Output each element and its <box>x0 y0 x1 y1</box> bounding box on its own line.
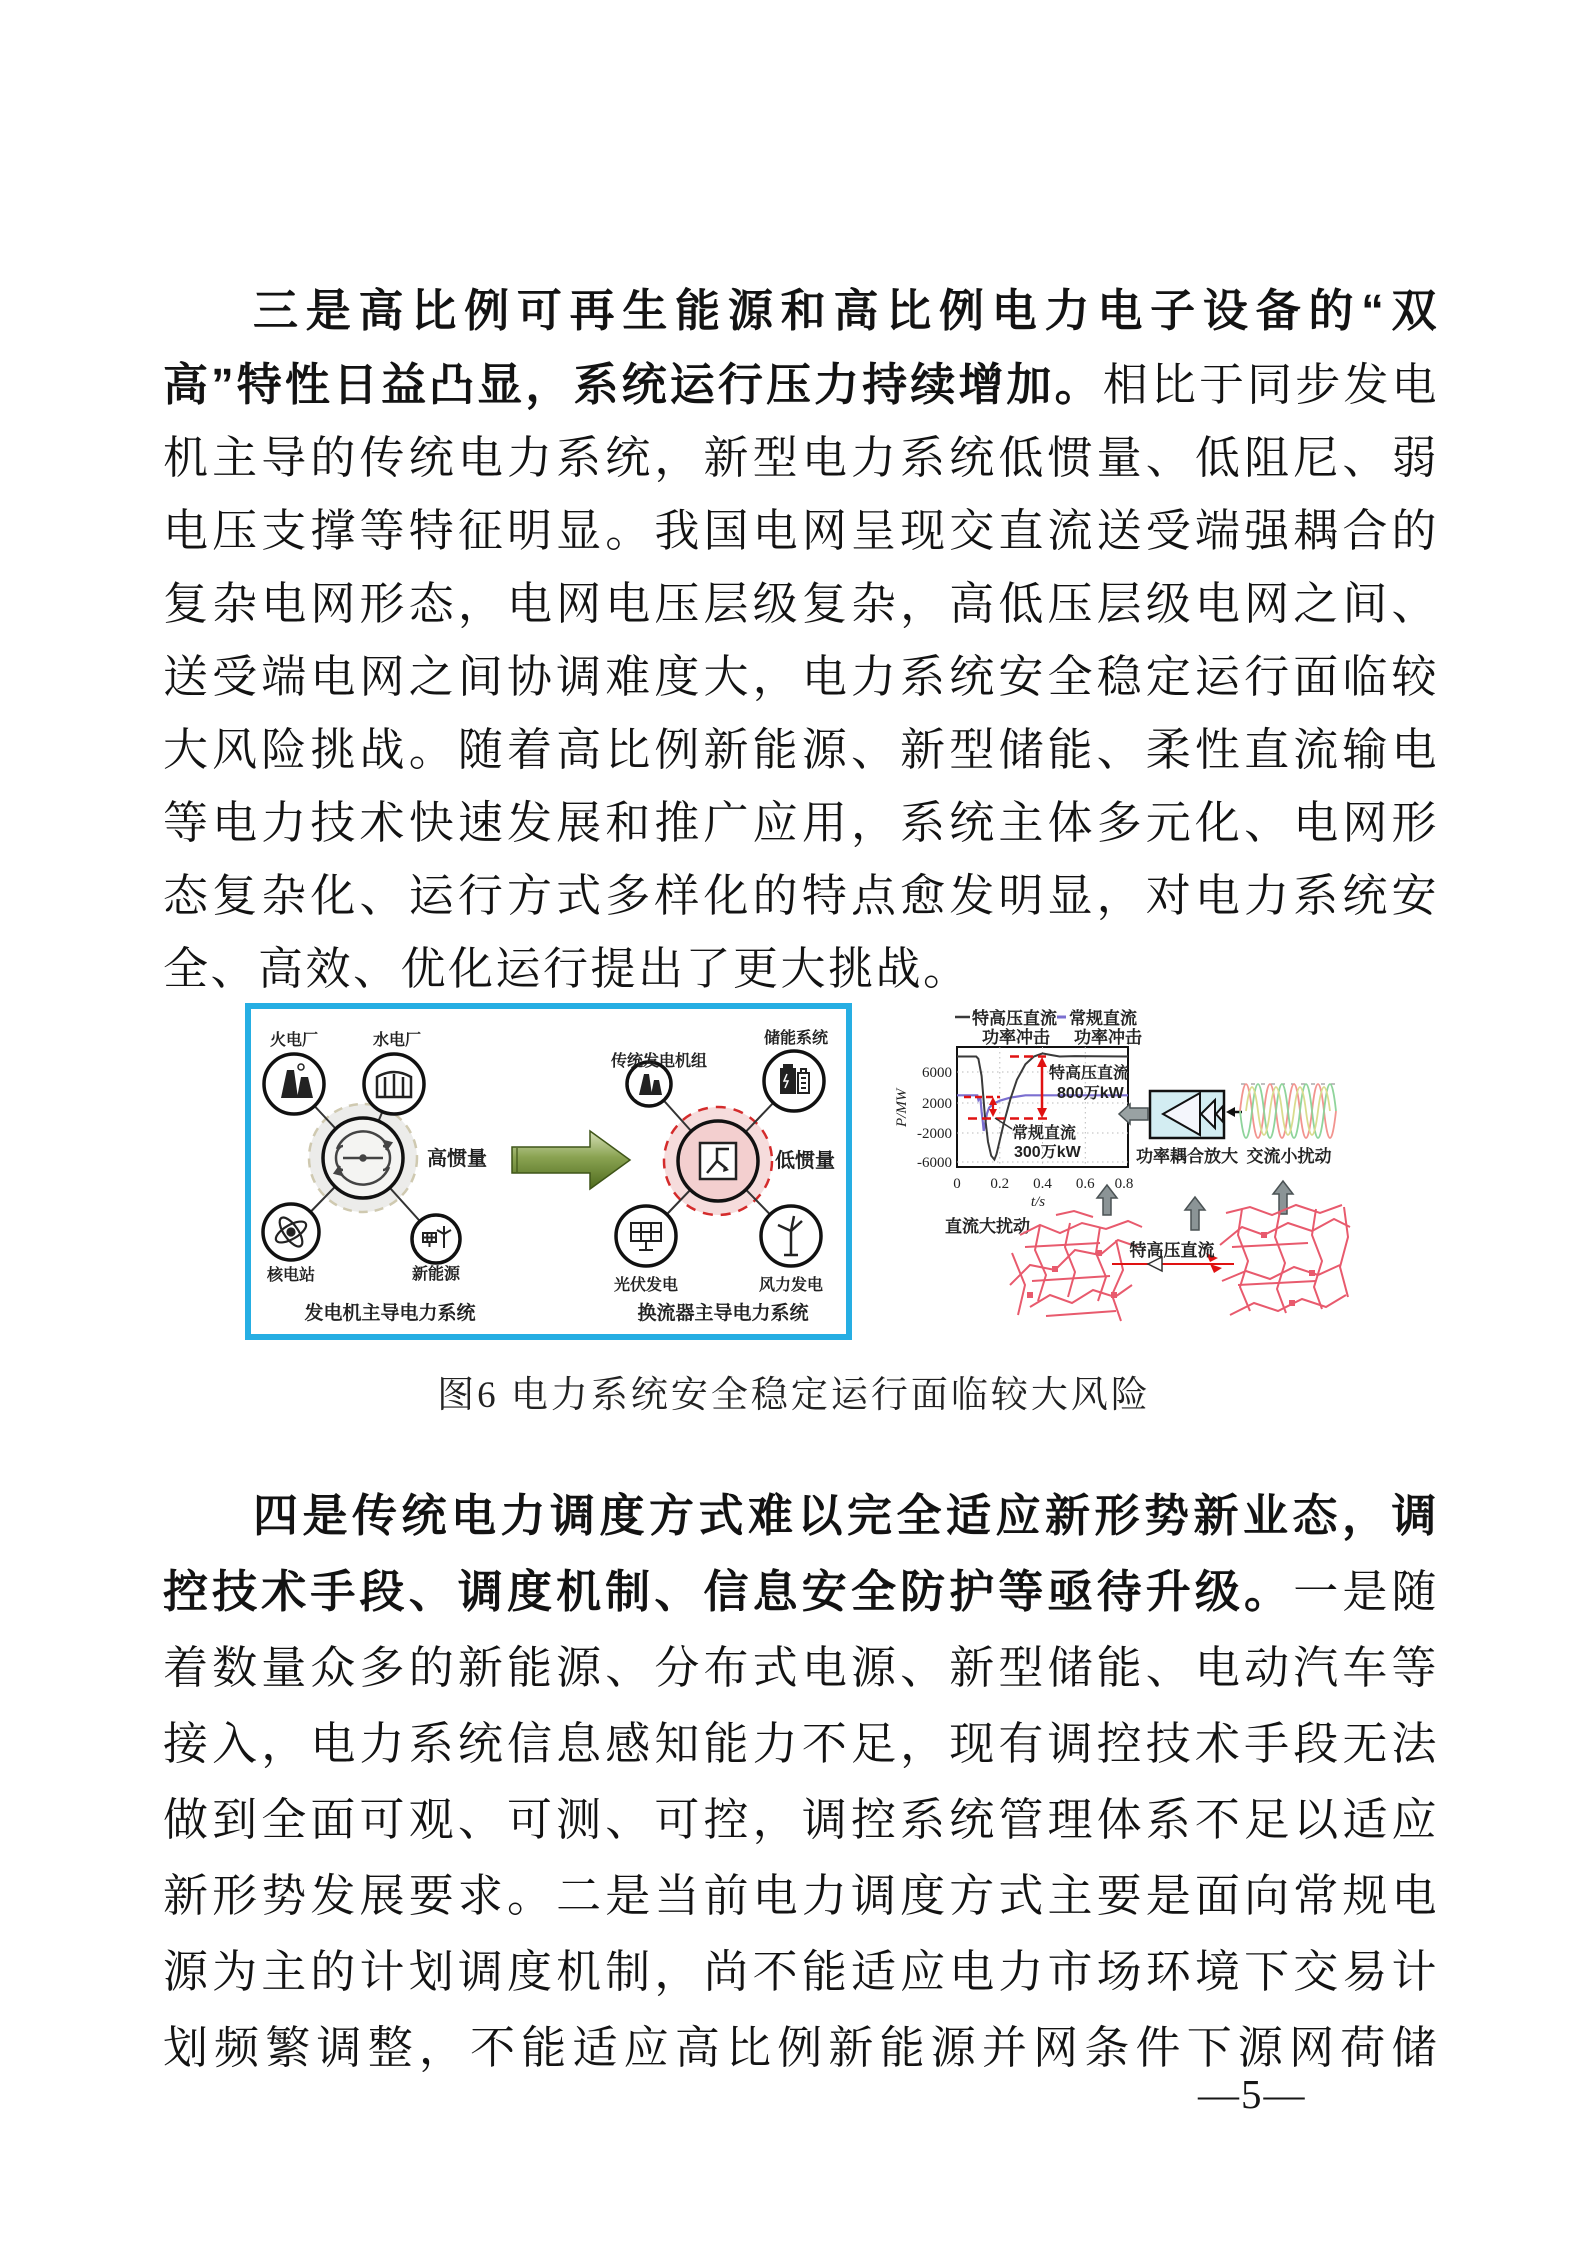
hydro-label: 水电厂 <box>372 1032 422 1049</box>
thermal-label: 火电厂 <box>269 1032 319 1049</box>
figure-caption: 图6 电力系统安全稳定运行面临较大风险 <box>437 1375 1151 1416</box>
dc-disturbance-label: 直流大扰动 <box>945 1217 1030 1236</box>
power-impact-chart <box>894 1047 1133 1210</box>
paragraph-1 <box>163 274 1439 1006</box>
renewable-label: 新能源 <box>411 1266 461 1283</box>
traditional-generator-label: 传统发电机组 <box>610 1053 708 1070</box>
low-inertia-label: 低惯量 <box>775 1150 835 1172</box>
paragraph-2 <box>163 1478 1439 2086</box>
svg-text:0.4: 0.4 <box>1033 1176 1052 1192</box>
svg-text:-2000: -2000 <box>917 1126 952 1142</box>
svg-text:0: 0 <box>953 1176 961 1192</box>
y-axis-label: P/MW <box>894 1088 910 1127</box>
figure6-right-panel <box>860 985 1360 1345</box>
svg-text:2000: 2000 <box>922 1096 952 1112</box>
uhv-annotation-1: 特高压直流 <box>1049 1065 1130 1082</box>
paragraph-2-body: 一是随着数量众多的新能源、分布式电源、新型储能、电动汽车等接入，电力系统信息感知能力不足，现有调控技术手段无法做到全面可观、可测、可控，调控系统管理体系不足以适应新形势发展要求。二是当前电力调度方式主要是面向常规电源为主的计划调度机制，尚不能适应电力市场环境下交易计划频繁调整，不能适应高比例新能源并网条件下源网荷储 <box>163 1567 1439 2073</box>
svg-text:0.8: 0.8 <box>1114 1176 1134 1192</box>
paragraph-2-lead: 四是传统电力调度方式难以完全适应新形势新业态，调控技术手段、调度机制、信息安全防护等亟待升级。 <box>163 1490 1439 1617</box>
paragraph-1-lead: 三是高比例可再生能源和高比例电力电子设备的“双高”特性日益凸显，系统运行压力持续增加。 <box>163 285 1439 410</box>
legend-uhv: 特高压直流 <box>972 1009 1057 1028</box>
svg-text:0.6: 0.6 <box>1075 1176 1095 1192</box>
wind-label: 风力发电 <box>758 1277 824 1294</box>
conv-annotation-2: 300万kW <box>1014 1144 1081 1161</box>
transmission-map-right <box>1220 1205 1350 1315</box>
uhv-dc-link <box>1112 1240 1234 1273</box>
page-number: —5— <box>1198 2071 1307 2117</box>
converter-system-caption: 换流器主导电力系统 <box>637 1303 809 1324</box>
high-inertia-label: 高惯量 <box>427 1148 487 1170</box>
uhv-link-label: 特高压直流 <box>1129 1241 1215 1260</box>
nuclear-label: 核电站 <box>266 1267 316 1284</box>
legend-conventional: 常规直流 <box>1069 1009 1137 1028</box>
legend-conventional-sub: 功率冲击 <box>1074 1028 1142 1047</box>
svg-text:-6000: -6000 <box>917 1155 952 1171</box>
svg-text:0.2: 0.2 <box>990 1176 1010 1192</box>
power-coupling-amplifier <box>1119 1091 1242 1166</box>
storage-icon <box>781 1065 809 1093</box>
uhv-annotation-2: 800万kW <box>1057 1085 1124 1102</box>
generator-system-caption: 发电机主导电力系统 <box>304 1303 476 1324</box>
converter-icon <box>700 1143 736 1179</box>
storage-label: 储能系统 <box>763 1030 829 1047</box>
y-axis <box>894 1065 952 1171</box>
figure6-left-panel <box>245 1003 852 1340</box>
svg-text:6000: 6000 <box>922 1065 952 1081</box>
ac-disturbance-label: 交流小扰动 <box>1246 1147 1332 1166</box>
pv-label: 光伏发电 <box>613 1277 679 1294</box>
conv-annotation-1: 常规直流 <box>1012 1125 1077 1142</box>
paragraph-1-body: 相比于同步发电机主导的传统电力系统，新型电力系统低惯量、低阻尼、弱电压支撑等特征明显。我国电网呈现交直流送受端强耦合的复杂电网形态，电网电压层级复杂，高低压层级电网之间、送受端电网之间协调难度大，电力系统安全稳定运行面临较大风险挑战。随着高比例新能源、新型储能、柔性直流输电等电力技术快速发展和推广应用，系统主体多元化、电网形态复杂化、运行方式多样化的特点愈发明显，对电力系统安全、高效、优化运行提出了更大挑战。 <box>163 360 1439 994</box>
amplifier-label: 功率耦合放大 <box>1136 1147 1238 1166</box>
chart-legend <box>955 1008 1142 1047</box>
x-axis-label: t/s <box>1030 1194 1046 1210</box>
legend-uhv-sub: 功率冲击 <box>982 1028 1050 1047</box>
ac-disturbance-waves <box>1240 1084 1337 1166</box>
pv-node <box>616 1206 676 1266</box>
